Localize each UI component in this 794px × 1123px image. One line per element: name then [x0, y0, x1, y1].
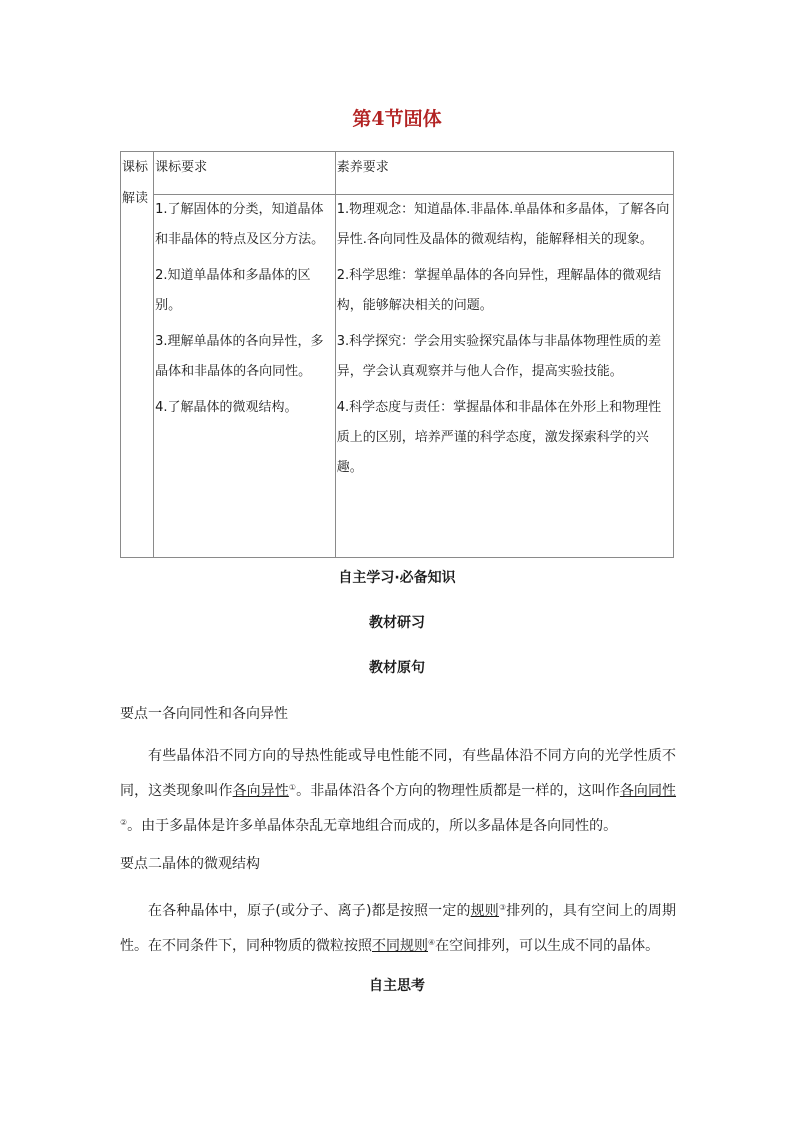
competency-item: 1.物理观念：知道晶体.非晶体.单晶体和多晶体，了解各向异性.各向同性及晶体的微观结构，能解释相关的现象。 [336, 202, 670, 247]
subheading-textbook-original: 教材原句 [369, 660, 425, 676]
requirement-item: 2.知道单晶体和多晶体的区别。 [155, 268, 311, 313]
table-label-line2: 解读 [122, 191, 149, 206]
term-anisotropy: 各向异性 [232, 783, 289, 799]
competency-item: 2.科学思维：掌握单晶体的各向异性，理解晶体的微观结构，能够解决相关的问题。 [336, 268, 662, 313]
point2-text2: 排列的，具有空间上的周期性。在不同条件下，同种物质的微粒按照 [120, 903, 677, 954]
curriculum-requirements-cell [154, 195, 336, 558]
point1-paragraph [120, 740, 676, 842]
term-isotropy: 各向同性 [619, 783, 677, 799]
col1-header: 课标要求 [154, 152, 336, 195]
point1-text3: 。由于多晶体是许多单晶体杂乱无章地组合而成的，所以多晶体是各向同性的。 [127, 818, 618, 834]
footnote-marker: ① [288, 783, 297, 792]
footnote-marker: ④ [428, 938, 436, 947]
competency-item: 4.科学态度与责任：掌握晶体和非晶体在外形上和物理性质上的区别，培养严谨的科学态度，激发探索科学的兴趣。 [336, 400, 662, 475]
page-title: 第4节固体 [352, 108, 442, 130]
subheading-textbook-study: 教材研习 [369, 615, 425, 631]
competency-item: 3.科学探究：学会用实验探究晶体与非晶体物理性质的差异，学会认真观察并与他人合作，提高实验技能。 [336, 334, 662, 379]
point2-paragraph [120, 892, 676, 962]
footnote-marker: ② [120, 818, 128, 827]
point1-text2: 。非晶体沿各个方向的物理性质都是一样的，这叫作 [296, 783, 620, 799]
section-heading: 自主学习·必备知识 [338, 570, 456, 586]
col2-header: 素养要求 [335, 152, 673, 195]
point2-text3: 在空间排列，可以生成不同的晶体。 [435, 938, 660, 954]
point2-text1: 在各种晶体中，原子(或分子、离子)都是按照一定的 [148, 903, 471, 919]
point1-text1: 有些晶体沿不同方向的导热性能或导电性能不同，有些晶体沿不同方向的光学性质不同，这类现象叫作 [120, 748, 676, 799]
requirement-item: 1.了解固体的分类，知道晶体和非晶体的特点及区分方法。 [155, 202, 325, 247]
point1-heading: 要点一各向同性和各向异性 [120, 706, 288, 722]
requirement-item: 3.理解单晶体的各向异性，多晶体和非晶体的各向同性。 [155, 334, 324, 379]
table-label-line1: 课标 [122, 160, 149, 175]
requirement-item: 4.了解晶体的微观结构。 [155, 400, 298, 415]
point2-heading: 要点二晶体的微观结构 [120, 856, 260, 872]
competency-requirements-cell [335, 195, 673, 558]
footnote-marker: ③ [498, 903, 507, 912]
footer-heading: 自主思考 [369, 978, 425, 994]
term-different-rules: 不同规则 [372, 938, 428, 954]
curriculum-requirements-table [120, 151, 674, 558]
term-rule: 规则 [470, 903, 499, 919]
table-label-cell [121, 152, 154, 558]
